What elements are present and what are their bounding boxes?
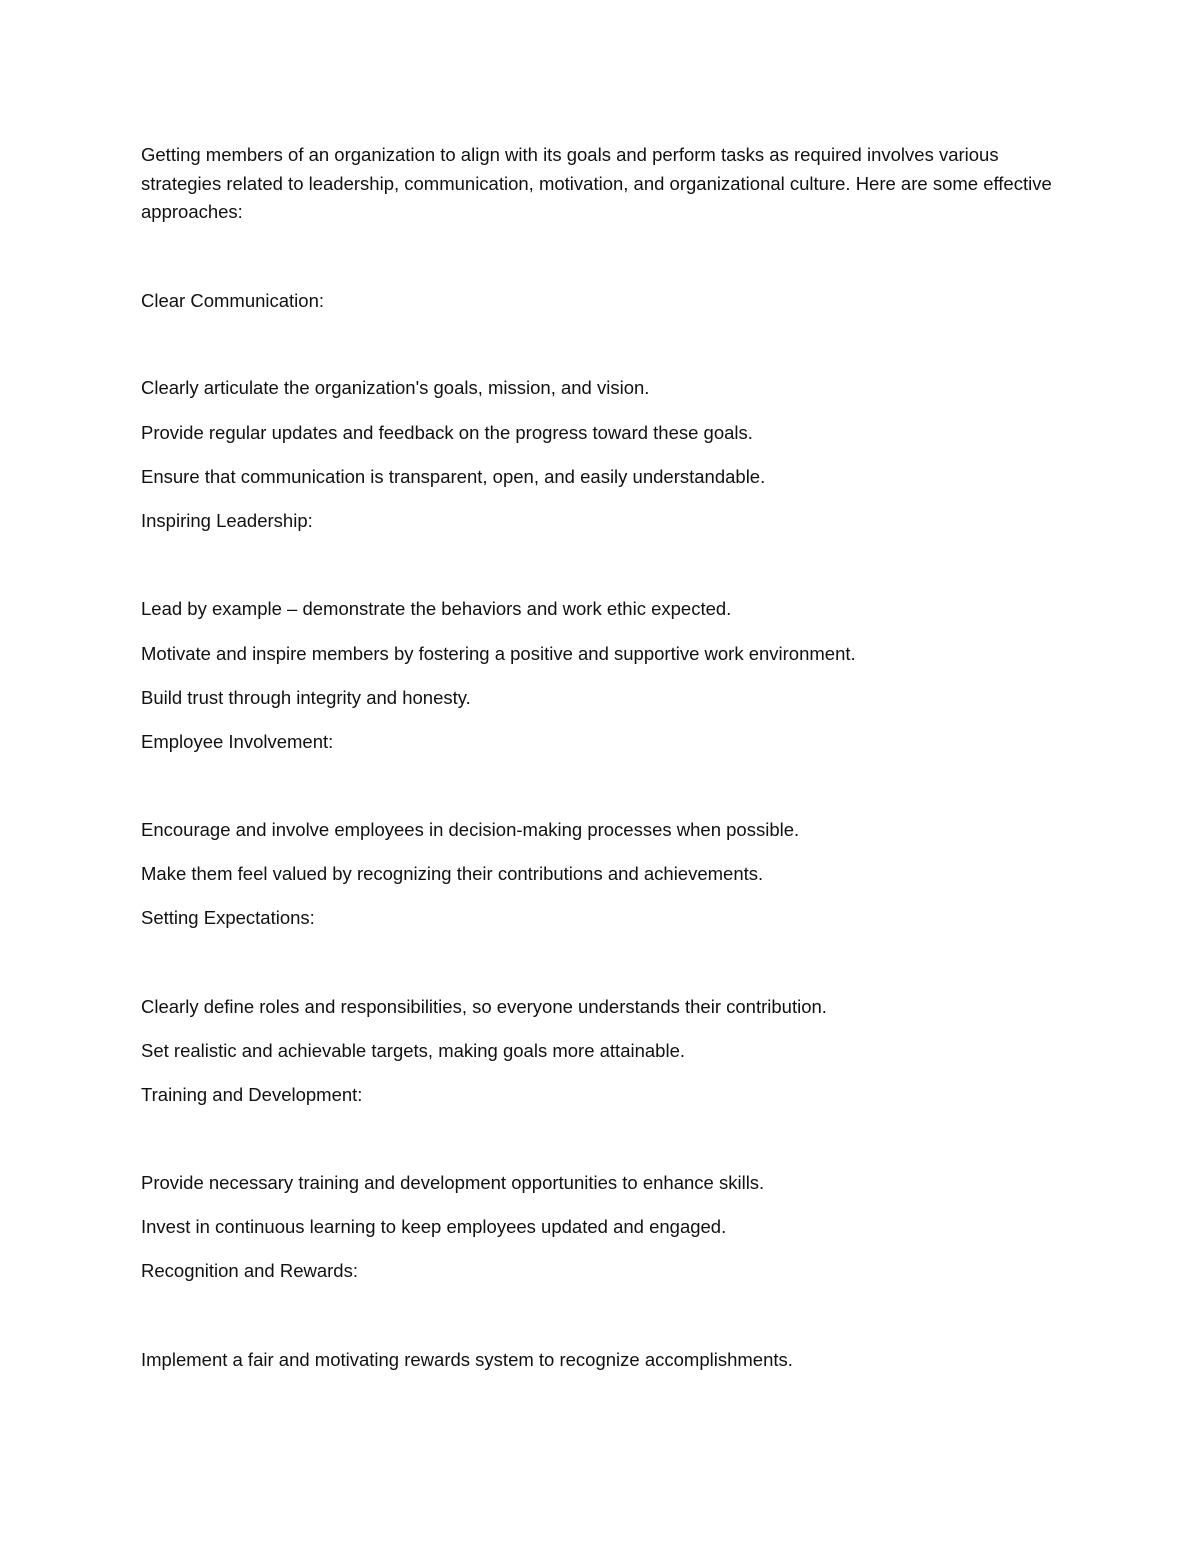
section-item: Build trust through integrity and honesty. bbox=[141, 687, 471, 708]
section-heading-setting-expectations: Setting Expectations: bbox=[141, 907, 315, 928]
section-item: Encourage and involve employees in decision-making processes when possible. bbox=[141, 819, 800, 840]
section-item: Lead by example – demonstrate the behaviors and work ethic expected. bbox=[141, 598, 732, 619]
intro-paragraph: Getting members of an organization to align with its goals and perform tasks as required involves various strategies related to leadership, communication, motivation, and organizational culture. Here are some effective approaches: bbox=[141, 144, 1052, 222]
section-item: Invest in continuous learning to keep employees updated and engaged. bbox=[141, 1216, 727, 1237]
section-item: Make them feel valued by recognizing their contributions and achievements. bbox=[141, 863, 764, 884]
section-heading-training-and-development: Training and Development: bbox=[141, 1084, 363, 1105]
section-item: Ensure that communication is transparent, open, and easily understandable. bbox=[141, 466, 766, 487]
section-item: Clearly define roles and responsibilities, so everyone understands their contribution. bbox=[141, 996, 827, 1017]
section-item: Provide necessary training and development opportunities to enhance skills. bbox=[141, 1172, 765, 1193]
section-heading-employee-involvement: Employee Involvement: bbox=[141, 731, 334, 752]
section-heading-recognition-and-rewards: Recognition and Rewards: bbox=[141, 1260, 358, 1281]
section-heading-clear-communication: Clear Communication: bbox=[141, 290, 325, 311]
section-item: Motivate and inspire members by fostering a positive and supportive work environment. bbox=[141, 643, 856, 664]
section-item: Set realistic and achievable targets, making goals more attainable. bbox=[141, 1040, 685, 1061]
section-heading-inspiring-leadership: Inspiring Leadership: bbox=[141, 510, 313, 531]
section-item: Implement a fair and motivating rewards system to recognize accomplishments. bbox=[141, 1349, 793, 1370]
section-item: Clearly articulate the organization's goals, mission, and vision. bbox=[141, 377, 650, 398]
section-item: Provide regular updates and feedback on the progress toward these goals. bbox=[141, 422, 753, 443]
